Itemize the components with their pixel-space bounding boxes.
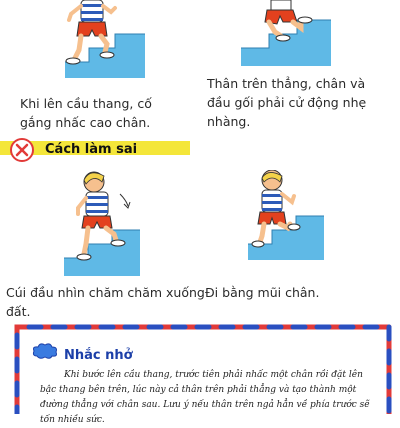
x-mark-icon: [10, 138, 34, 162]
reminder-paragraph: Khi bước lên cầu thang, trước tiên phải nhấc một chân rồi đặt lên bậc thang bên trên, lúc này cả thân trên phải thẳng và tạo thành một đường thẳng với chân sau. Lưu ý nếu thân trên ngả hẳn về phía trước sẽ tốn nhiều sức.: [40, 370, 370, 425]
caption-raise-legs: Khi lên cầu thang, cố gắng nhấc cao chân.: [20, 96, 152, 130]
child-climbing-stairs-illustration-2: [235, 0, 355, 68]
stairs: [64, 230, 140, 276]
child-climbing-stairs-illustration-1: [55, 0, 165, 80]
reminder-text: [40, 368, 380, 428]
caption-looking-down: Cúi đầu nhìn chăm chăm xuống đất.: [6, 285, 205, 319]
caption-upper-body-straight: Thân trên thẳng, chân và đầu gối phải cử động nhẹ nhàng.: [207, 76, 367, 129]
reminder-title: Nhắc nhở: [64, 348, 133, 363]
child-looking-down-illustration: [60, 168, 160, 280]
wrong-way-title: Cách làm sai: [45, 142, 138, 157]
caption-tiptoe: Đi bằng mũi chân.: [205, 285, 320, 300]
cloud-icon: [32, 342, 58, 360]
child-tiptoe-illustration: [228, 170, 338, 262]
stairs: [241, 20, 331, 66]
